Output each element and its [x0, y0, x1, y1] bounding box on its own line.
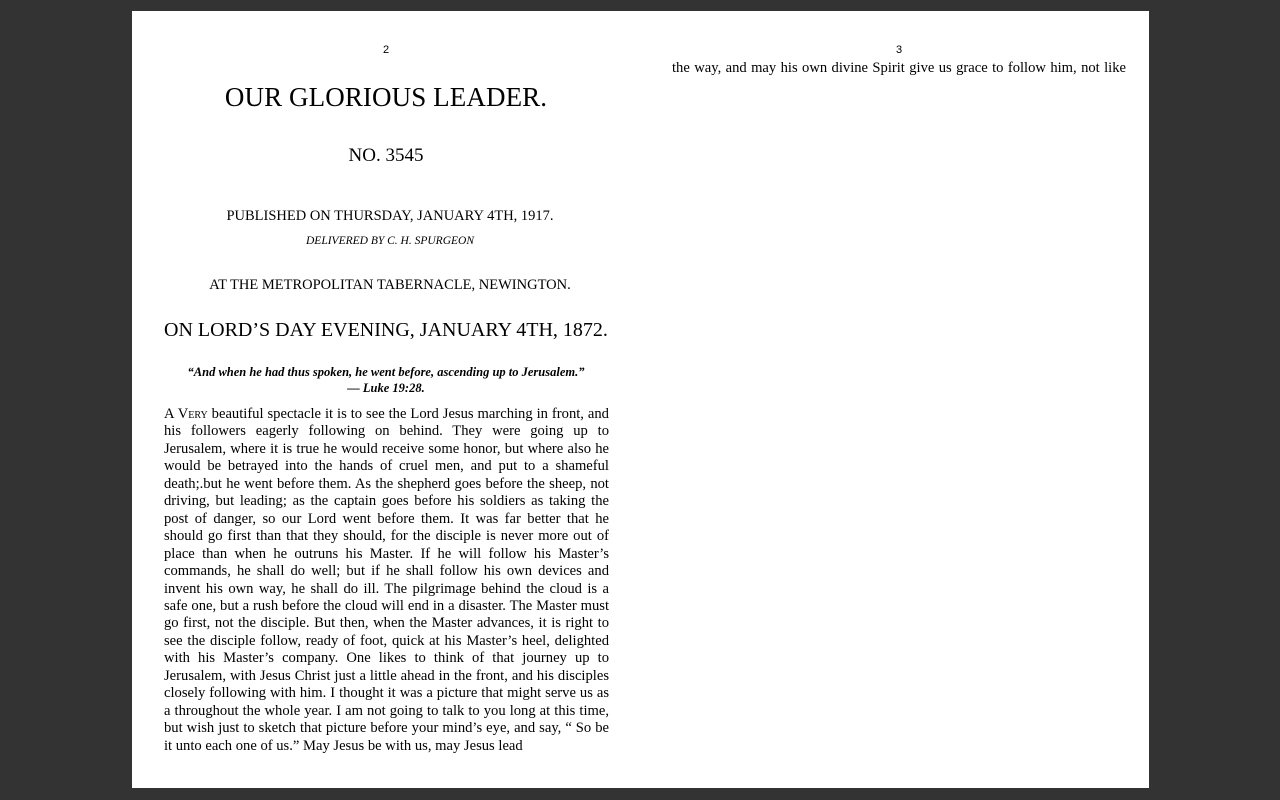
publication-date: PUBLISHED ON THURSDAY, JANUARY 4TH, 1917.: [226, 208, 554, 224]
body-lead: A: [164, 406, 178, 422]
preacher-credit: DELIVERED BY C. H. SPURGEON: [305, 235, 474, 247]
body-paragraph: beautiful spectacle it is to see the Lord Jesus marching in front, and his followers eagerly following on behind. They were going up to Jerusalem, where it is true he would receive some honor, but where also he would be betrayed into the hands of cruel men, and put to a shameful death;.but he went before them. As the shepherd goes before the sheep, not driving, but leading; as the captain goes before his soldiers as taking the post of danger, so our Lord went before them. It was far better that he should go first than that they should, for the disciple is never more out of place than when he outruns his Master. If he will follow his Master’s commands, he shall do well; but if he shall follow his own devices and invent his own way, he shall do ill. The pilgrimage behind the cloud is a safe one, but a rush before the cloud will end in a disaster. The Master must go first, not the disciple. But then, when the Master advances, it is right to see the disciple follow, ready of foot, quick at his Master’s heel, delighted with his Master’s company. One likes to think of that journey up to Jerusalem, with Jesus Christ just a little ahead in the front, and his disciples closely following with him. I thought it was a picture that might serve us as a throughout the whole year. I am not going to talk to you long at this time, but wish just to sketch that picture before your mind’s eye, and say, “ So be it unto each one of us.” May Jesus be with us, may Jesus lead: [164, 406, 609, 754]
right-page: [640, 11, 1149, 788]
page-spread: [132, 11, 1149, 788]
page-number: 2: [382, 44, 390, 56]
scripture-quote: “And when he had thus spoken, he went before, ascending up to Jerusalem.”: [187, 365, 585, 379]
sermon-body-continuation: the way, and may his own divine Spirit give us grace to follow him, not like: [672, 60, 1126, 76]
scripture-text: [164, 364, 608, 396]
sermon-body: [164, 406, 609, 755]
body-lead-small-caps: Very: [177, 406, 208, 422]
sermon-title: OUR GLORIOUS LEADER.: [224, 82, 548, 112]
left-page: [132, 11, 640, 788]
sermon-number: NO. 3545: [348, 145, 424, 166]
venue: AT THE METROPOLITAN TABERNACLE, NEWINGTON.: [209, 277, 571, 293]
scripture-reference: — Luke 19:28.: [347, 381, 425, 395]
delivery-date: ON LORD’S DAY EVENING, JANUARY 4TH, 1872.: [164, 319, 608, 341]
page-number: 3: [895, 44, 903, 56]
